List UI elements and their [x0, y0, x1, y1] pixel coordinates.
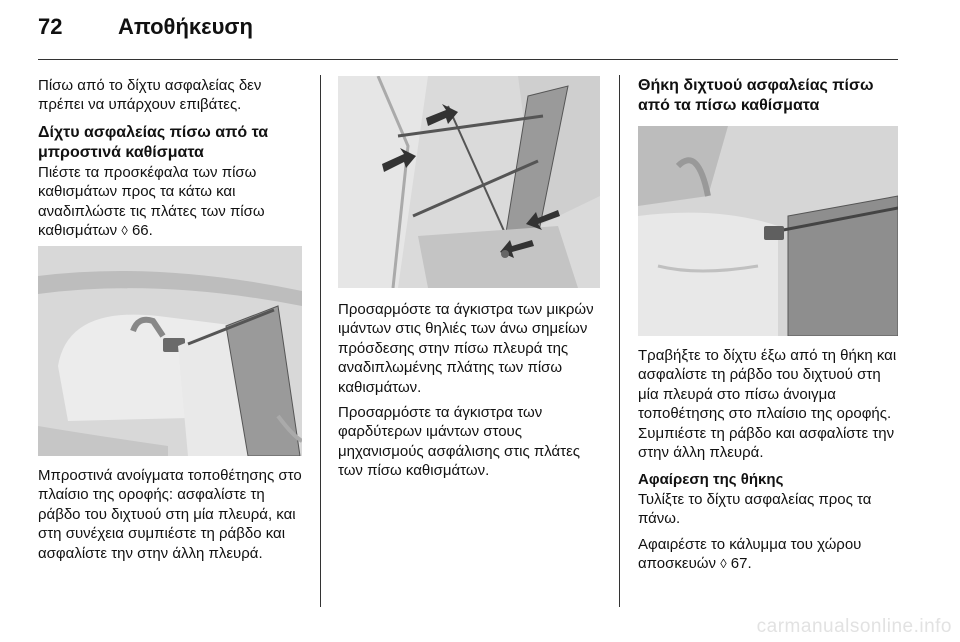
instruction-text: Πιέστε τα προσκέφαλα των πίσω καθισμάτων προς τα κάτω και αναδιπλώστε τις πλάτες των πίσω καθισμάτων ◊ 66.	[38, 163, 265, 240]
strap-hooks-text: Προσαρμόστε τα άγκιστρα των μικρών ιμάντων στις θηλιές των άνω σημείων πρόσδεσης στην πίσω πλευρά της αναδιπλωμένης πλάτης των πίσω καθισμάτων.	[338, 301, 594, 396]
column-divider-2	[619, 75, 620, 607]
subheading-remove-cassette: Αφαίρεση της θήκης	[638, 471, 784, 489]
column-1	[38, 76, 306, 240]
page-ref-link[interactable]: 67.	[730, 555, 752, 573]
page-title: Αποθήκευση	[118, 14, 253, 39]
column-3	[638, 346, 900, 573]
header-rule	[38, 59, 898, 60]
illustration-rear-cassette	[638, 126, 898, 336]
page-number: 72	[38, 14, 63, 39]
section-heading-front-net: Δίχτυ ασφαλείας πίσω από τα μπροστινά καθίσματα	[38, 123, 269, 161]
illustration-front-mounting	[38, 246, 302, 456]
column-2	[338, 300, 608, 481]
intro-text: Πίσω από το δίχτυ ασφαλείας δεν πρέπει να υπάρχουν επιβάτες.	[38, 77, 262, 114]
watermark: carmanualsonline.info	[756, 616, 952, 637]
illustration-strap-hooks	[338, 76, 600, 288]
roll-up-text: Τυλίξτε το δίχτυ ασφαλείας προς τα πάνω.	[638, 490, 872, 528]
section-heading-rear-cassette: Θήκη διχτυού ασφαλείας πίσω από τα πίσω καθίσματα	[638, 77, 874, 114]
rear-net-text: Τραβήξτε το δίχτυ έξω από τη θήκη και ασφαλίστε τη ράβδο του διχτυού στη μία πλευρά στο πίσω άνοιγμα τοποθέτησης στο πλαίσιο της οροφής. Συμπιέστε τη ράβδο και ασφαλίστε την στην άλλη πλευρά.	[638, 347, 897, 462]
page-ref-icon: ◊	[121, 223, 128, 239]
page-ref-link[interactable]: 66.	[131, 222, 153, 240]
caption-front-mounting: Μπροστινά ανοίγματα τοποθέτησης στο πλαίσιο της οροφής: ασφαλίστε τη ράβδο του διχτυού στη μία πλευρά, και στη συνέχεια συμπιέστε τη ράβδο και ασφαλίστε την στην άλλη πλευρά.	[38, 467, 302, 562]
column-1-caption	[38, 466, 310, 563]
remove-cover-text: Αφαιρέστε το κάλυμμα του χώρου αποσκευών ◊ 67.	[638, 535, 862, 573]
wide-straps-text: Προσαρμόστε τα άγκιστρα των φαρδύτερων ιμάντων στους μηχανισμούς ασφάλισης στις πλάτες των πίσω καθισμάτων.	[338, 404, 581, 480]
column-3-heading	[638, 76, 900, 116]
page-ref-icon: ◊	[720, 556, 727, 572]
column-divider-1	[320, 75, 321, 607]
